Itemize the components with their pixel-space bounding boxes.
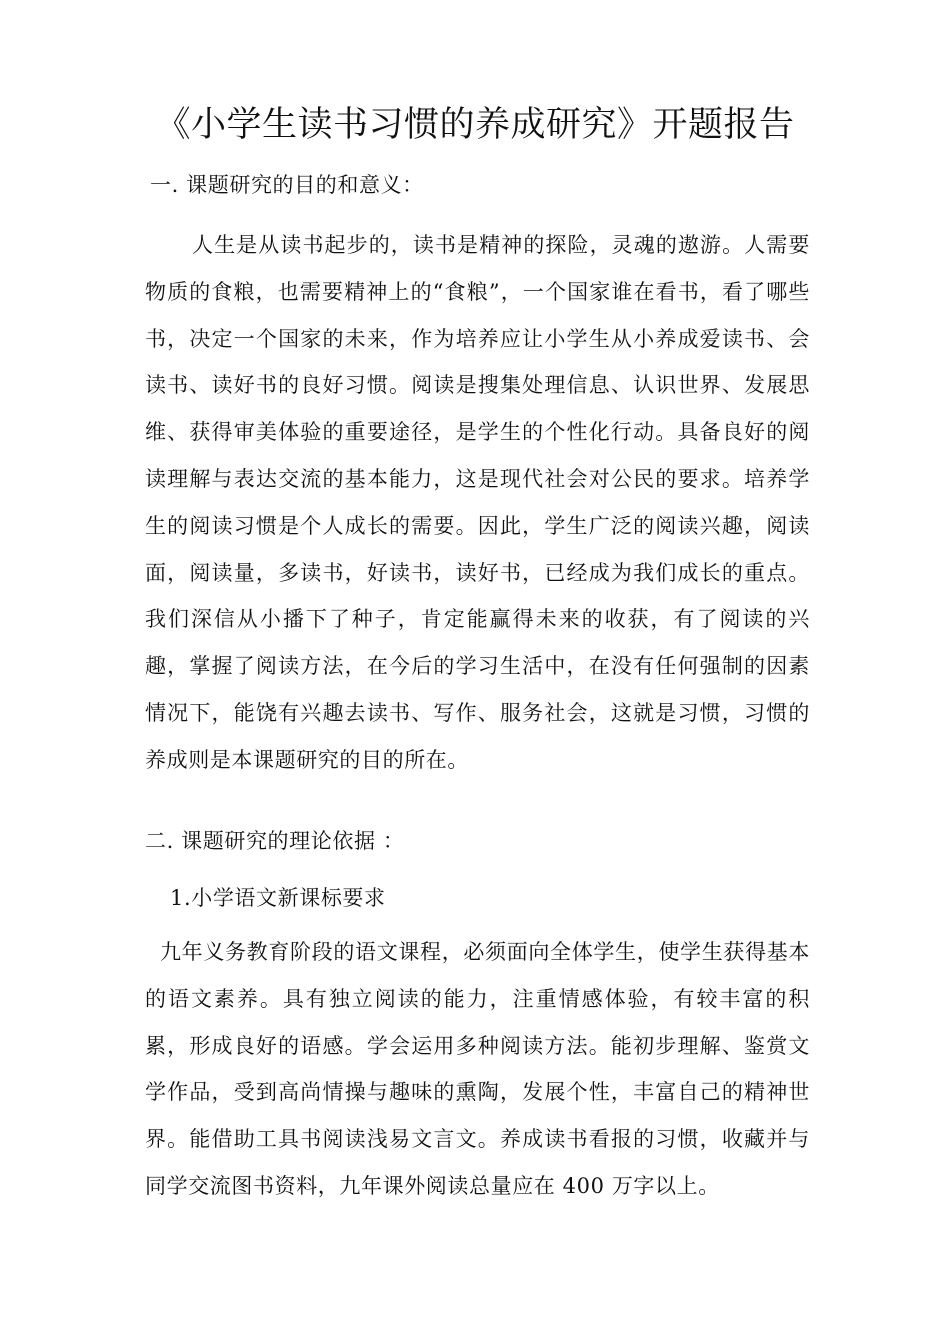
subheading-curriculum-standard: 1.小学语文新课标要求 xyxy=(170,886,386,910)
paragraph-curriculum-standard: 九年义务教育阶段的语文课程，必须面向全体学生，使学生获得基本的语文素养。具有独立阅读的能力，注重情感体验，有较丰富的积累，形成良好的语感。学会运用多种阅读方法。能初步理解、鉴赏文学作品，受到高尚情操与趣味的熏陶，发展个性，丰富自己的精神世界。能借助工具书阅读浅易文言文。养成读书看报的习惯，收藏并与同学交流图书资料，九年课外阅读总量应在 400 万字以上。 xyxy=(145,940,810,1198)
document-title: 《小学生读书习惯的养成研究》开题报告 xyxy=(155,105,795,145)
section-heading-purpose: 一. 课题研究的目的和意义： xyxy=(150,173,424,197)
section-heading-theory: 二. 课题研究的理论依据 ： xyxy=(145,829,405,853)
paragraph-purpose: 人生是从读书起步的，读书是精神的探险，灵魂的遨游。人需要物质的食粮，也需要精神上的“食粮”，一个国家谁在看书，看了哪些书，决定一个国家的未来，作为培养应让小学生从小养成爱读书、会读书、读好书的良好习惯。阅读是搜集处理信息、认识世界、发展思维、获得审美体验的重要途径，是学生的个性化行动。具备良好的阅读理解与表达交流的基本能力，这是现代社会对公民的要求。培养学生的阅读习惯是个人成长的需要。因此，学生广泛的阅读兴趣，阅读面，阅读量，多读书，好读书，读好书，已经成为我们成长的重点。我们深信从小播下了种子，肯定能赢得未来的收获，有了阅读的兴趣，掌握了阅读方法，在今后的学习生活中，在没有任何强制的因素情况下，能饶有兴趣去读书、写作、服务社会，这就是习惯，习惯的养成则是本课题研究的目的所在。 xyxy=(145,233,810,772)
